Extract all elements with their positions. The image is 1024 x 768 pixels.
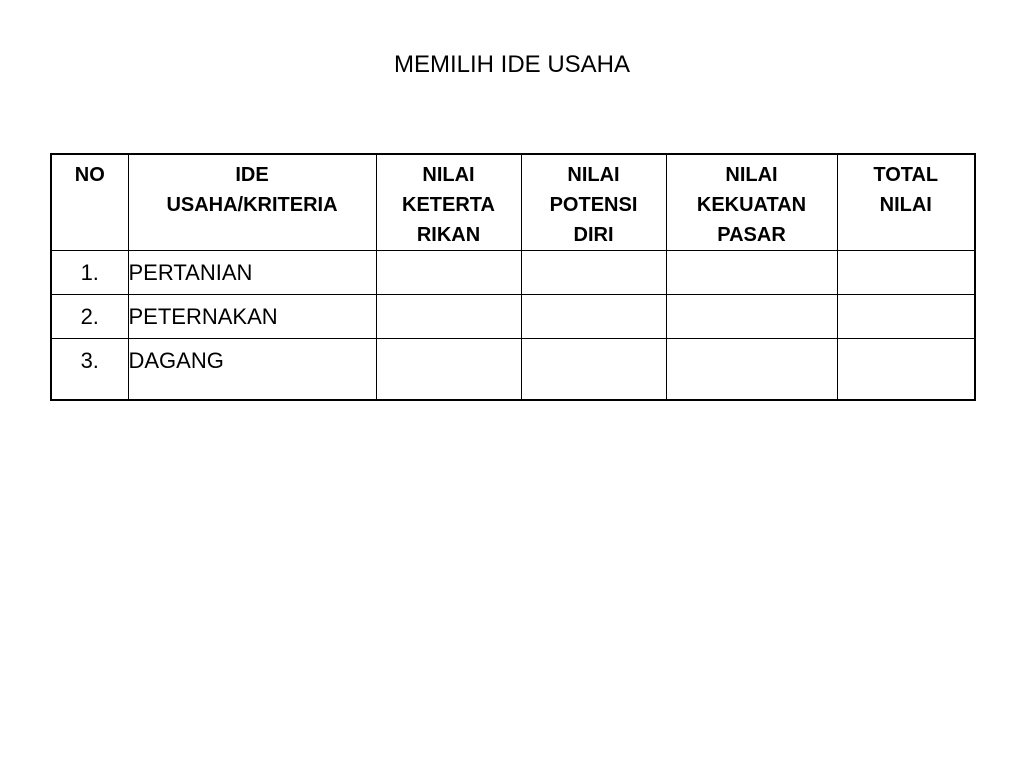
table-row [51,295,975,339]
header-line: IDE [235,164,269,186]
table-row [51,251,975,295]
header-line: NO [74,164,105,186]
header-line: NILAI [725,164,778,186]
header-line: DIRI [573,224,614,246]
score-potensi-diri-cell [521,251,666,295]
header-line: RIKAN [416,224,481,246]
page-title: MEMILIH IDE USAHA [393,51,631,78]
total-score-cell [837,295,975,339]
row-number: 3. [51,339,128,400]
score-potensi-diri-cell [521,295,666,339]
header-line: NILAI [422,164,475,186]
score-kekuatan-pasar-cell [666,295,837,339]
total-score-cell [837,339,975,400]
row-number: 1. [51,251,128,295]
header-total-nilai [837,154,975,251]
score-kekuatan-pasar-cell [666,251,837,295]
header-nilai-potensi-diri [521,154,666,251]
table-header-row [51,154,975,251]
criteria-table [50,153,976,401]
score-ketertarikan-cell [376,339,521,400]
score-potensi-diri-cell [521,339,666,400]
header-line: KETERTA [402,194,495,216]
table-row [51,339,975,400]
score-ketertarikan-cell [376,251,521,295]
header-line: PASAR [717,224,786,246]
business-idea: PERTANIAN [128,251,376,295]
header-line: USAHA/KRITERIA [166,194,338,216]
header-no [51,154,128,251]
score-ketertarikan-cell [376,295,521,339]
business-idea: PETERNAKAN [128,295,376,339]
header-line: KEKUATAN [696,194,807,216]
score-kekuatan-pasar-cell [666,339,837,400]
header-line: NILAI [567,164,620,186]
header-line: TOTAL [873,164,939,186]
header-line: NILAI [879,194,932,216]
header-nilai-kekuatan-pasar [666,154,837,251]
business-idea: DAGANG [128,339,376,400]
header-ide-usaha-kriteria [128,154,376,251]
total-score-cell [837,251,975,295]
header-nilai-ketertarikan [376,154,521,251]
row-number: 2. [51,295,128,339]
header-line: POTENSI [549,194,638,216]
